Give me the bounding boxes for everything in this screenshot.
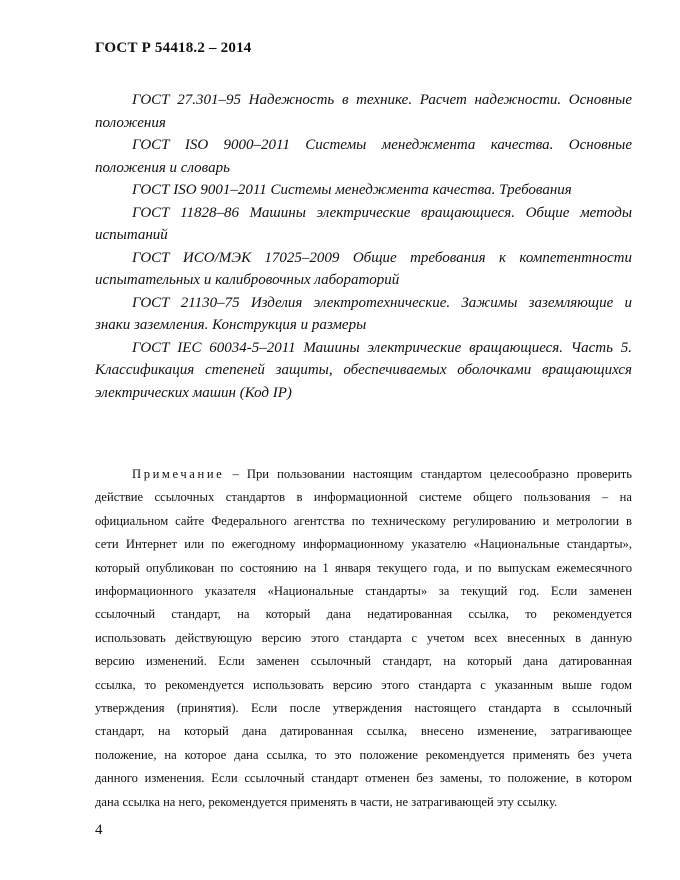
note-line: версию изменений. Если заменен ссылочный стандарт, на который дана датированная: [95, 654, 632, 669]
reference-line: ГОСТ ИСО/МЭК 17025–2009 Общие требования к компетентности: [132, 249, 632, 266]
page-number: 4: [95, 822, 103, 838]
reference-line: знаки заземления. Конструкция и размеры: [95, 317, 367, 333]
note-line: официальном сайте Федерального агентства по техническому регулированию и метрологии в: [95, 513, 632, 528]
note-line: положение, на которое дана ссылка, то это положение рекомендуется применять без учета: [95, 747, 632, 762]
note-first-line-text: – При пользовании настоящим стандартом целесообразно проверить: [224, 467, 632, 481]
reference-gost-11828: [95, 202, 632, 247]
note-paragraph: [95, 463, 632, 814]
reference-line: положения и словарь: [95, 159, 230, 176]
reference-line: ГОСТ 27.301–95 Надежность в технике. Расчет надежности. Основные: [132, 92, 632, 108]
reference-line: ГОСТ 21130–75 Изделия электротехнические. Зажимы заземляющие и: [132, 294, 632, 311]
note-line: ссылка, то рекомендуется использовать версию этого стандарта с указанным выше годом: [95, 677, 632, 692]
reference-gost-21130: [95, 292, 632, 337]
note-line: стандарт, на который дана датированная ссылка, внесено изменение, затрагивающее: [95, 724, 632, 739]
reference-line: ГОСТ ISO 9001–2011 Системы менеджмента качества. Требования: [132, 182, 572, 198]
note-line: [95, 463, 632, 486]
note-line: утверждения (принятия). Если после утверждения настоящего стандарта в ссылочный: [95, 701, 632, 716]
reference-line: электрических машин (Код IP): [95, 384, 292, 401]
reference-line: Классификация степеней защиты, обеспечиваемых оболочками вращающихся: [95, 362, 632, 378]
reference-line: испытательных и калибровочных лабораторий: [95, 272, 400, 288]
note-line: действие ссылочных стандартов в информационной системе общего пользования – на: [95, 490, 632, 505]
note-line: сети Интернет или по ежегодному информационному указателю «Национальные стандарты»,: [95, 537, 632, 552]
reference-gost-27-301: [95, 89, 632, 134]
note-line: ссылочный стандарт, на который дана недатированная ссылка, то рекомендуется: [95, 607, 632, 622]
normative-references: [95, 89, 632, 404]
document-header: ГОСТ Р 54418.2 – 2014: [95, 40, 252, 56]
reference-gost-iec-60034-5: [95, 337, 632, 405]
reference-line: ГОСТ IEC 60034-5–2011 Машины электрические вращающиеся. Часть 5.: [132, 339, 632, 356]
note-line: использовать действующую версию этого стандарта с учетом всех внесенных в данную: [95, 630, 632, 645]
reference-gost-iso-iec-17025: [95, 247, 632, 292]
reference-line: испытаний: [95, 227, 168, 243]
reference-line: ГОСТ 11828–86 Машины электрические вращающиеся. Общие методы: [132, 204, 632, 221]
reference-gost-iso-9000: [95, 134, 632, 179]
reference-line: ГОСТ ISO 9000–2011 Системы менеджмента качества. Основные: [132, 137, 632, 153]
reference-line: положения: [95, 114, 166, 131]
note-line: данного изменения. Если ссылочный стандарт отменен без замены, то положение, в котором: [95, 771, 632, 786]
note-line: который опубликован по состоянию на 1 января текущего года, и по выпускам ежемесячного: [95, 560, 632, 575]
note-line: информационного указателя «Национальные стандарты» за текущий год. Если заменен: [95, 584, 632, 599]
note-line: дана ссылка на него, рекомендуется применять в части, не затрагивающей эту ссылку.: [95, 794, 558, 809]
reference-gost-iso-9001: [95, 179, 632, 202]
note-label: Примечание: [132, 467, 225, 481]
